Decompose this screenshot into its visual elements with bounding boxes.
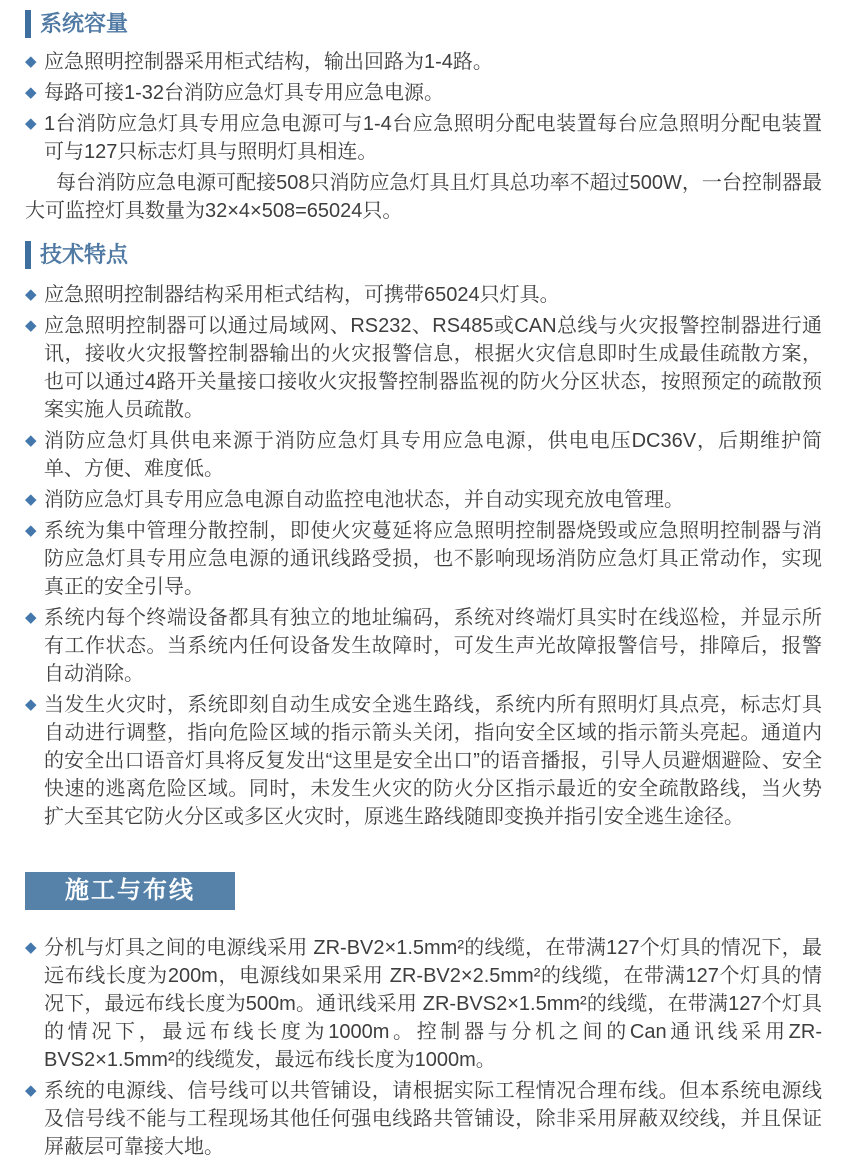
bullet-diamond-icon: ◆ [25,53,37,70]
bullet-text: 每路可接1-32台消防应急灯具专用应急电源。 [44,82,445,104]
bullet-text: 应急照明控制器可以通过局域网、RS232、RS485或CAN总线与火灾报警控制器进行通讯，接收火灾报警控制器输出的火灾报警信息，根据火灾信息即时生成最佳疏散方案，也可以通过4路开关量接口接收火灾报警控制器监视的防火分区状态，按照预定的疏散预案实施人员疏散。 [44,315,822,421]
section-features [25,241,822,831]
bullet-text: 系统为集中管理分散控制，即使火灾蔓延将应急照明控制器烧毁或应急照明控制器与消防应急灯具专用应急电源的通讯线路受损，也不影响现场消防应急灯具正常动作，实现真正的安全引导。 [44,520,822,598]
bullet-item [25,934,822,1074]
bullet-item [25,691,822,831]
bullet-diamond-icon: ◆ [25,115,37,132]
bullet-item [25,281,822,309]
bullet-diamond-icon: ◆ [25,696,37,713]
bullet-text: 消防应急灯具供电来源于消防应急灯具专用应急电源，供电电压DC36V，后期维护简单、方便、难度低。 [44,430,822,480]
capacity-note-paragraph: 每台消防应急电源可配接508只消防应急灯具且灯具总功率不超过500W，一台控制器最大可监控灯具数量为32×4×508=65024只。 [25,172,822,222]
bullet-diamond-icon: ◆ [25,317,37,334]
bullet-diamond-icon: ◆ [25,491,37,508]
bullet-diamond-icon: ◆ [25,609,37,626]
section-heading-capacity: 系统容量 [25,10,822,38]
bullet-diamond-icon: ◆ [25,432,37,449]
bullet-item [25,312,822,424]
bullet-diamond-icon: ◆ [25,939,37,956]
bullet-text: 消防应急灯具专用应急电源自动监控电池状态，并自动实现充放电管理。 [44,489,684,511]
bullet-diamond-icon: ◆ [25,84,37,101]
bullet-item [25,604,822,688]
bullet-text: 应急照明控制器采用柜式结构，输出回路为1-4路。 [44,51,493,73]
bullet-item [25,486,822,514]
bullet-text: 当发生火灾时，系统即刻自动生成安全逃生路线，系统内所有照明灯具点亮，标志灯具自动进行调整，指向危险区域的指示箭头关闭，指向安全区域的指示箭头亮起。通道内的安全出口语音灯具将反复发出“这里是安全出口”的语音播报，引导人员避烟避险、安全快速的逃离危险区域。同时，未发生火灾的防火分区指示最近的安全疏散路线，当火势扩大至其它防火分区或多区火灾时，原逃生路线随即变换并指引安全逃生途径。 [44,694,822,828]
bullet-text: 系统的电源线、信号线可以共管铺设，请根据实际工程情况合理布线。但本系统电源线及信号线不能与工程现场其他任何强电线路共管铺设，除非采用屏蔽双绞线，并且保证屏蔽层可靠接大地。 [44,1080,822,1158]
bullet-item [25,1077,822,1161]
section-heading-wiring: 施工与布线 [25,872,235,910]
bullet-item [25,110,822,166]
bullet-item [25,517,822,601]
bullet-text: 1台消防应急灯具专用应急电源可与1-4台应急照明分配电装置每台应急照明分配电装置可与127只标志灯具与照明灯具相连。 [44,113,822,163]
bullet-item [25,427,822,483]
bullet-item [25,48,822,76]
bullet-diamond-icon: ◆ [25,286,37,303]
bullet-diamond-icon: ◆ [25,522,37,539]
bullet-item [25,79,822,107]
bullet-text: 应急照明控制器结构采用柜式结构，可携带65024只灯具。 [44,284,560,306]
bullet-text: 系统内每个终端设备都具有独立的地址编码，系统对终端灯具实时在线巡检，并显示所有工作状态。当系统内任何设备发生故障时，可发生声光故障报警信号，排障后，报警自动消除。 [44,607,822,685]
section-capacity [25,10,822,225]
section-wiring [25,834,822,1161]
bullet-diamond-icon: ◆ [25,1082,37,1099]
bullet-text: 分机与灯具之间的电源线采用 ZR-BV2×1.5mm²的线缆，在带满127个灯具的情况下，最远布线长度为200m，电源线如果采用 ZR-BV2×2.5mm²的线缆，在带满127个灯具的情况下，最远布线长度为500m。通讯线采用 ZR-BVS2×1.5mm²的线缆，在带满127个灯具的情况下，最远布线长度为1000m。控制器与分机之间的Can通讯线采用ZR-BVS2×1.5mm²的线缆发，最远布线长度为1000m。 [44,937,822,1071]
section-heading-features: 技术特点 [25,241,822,269]
